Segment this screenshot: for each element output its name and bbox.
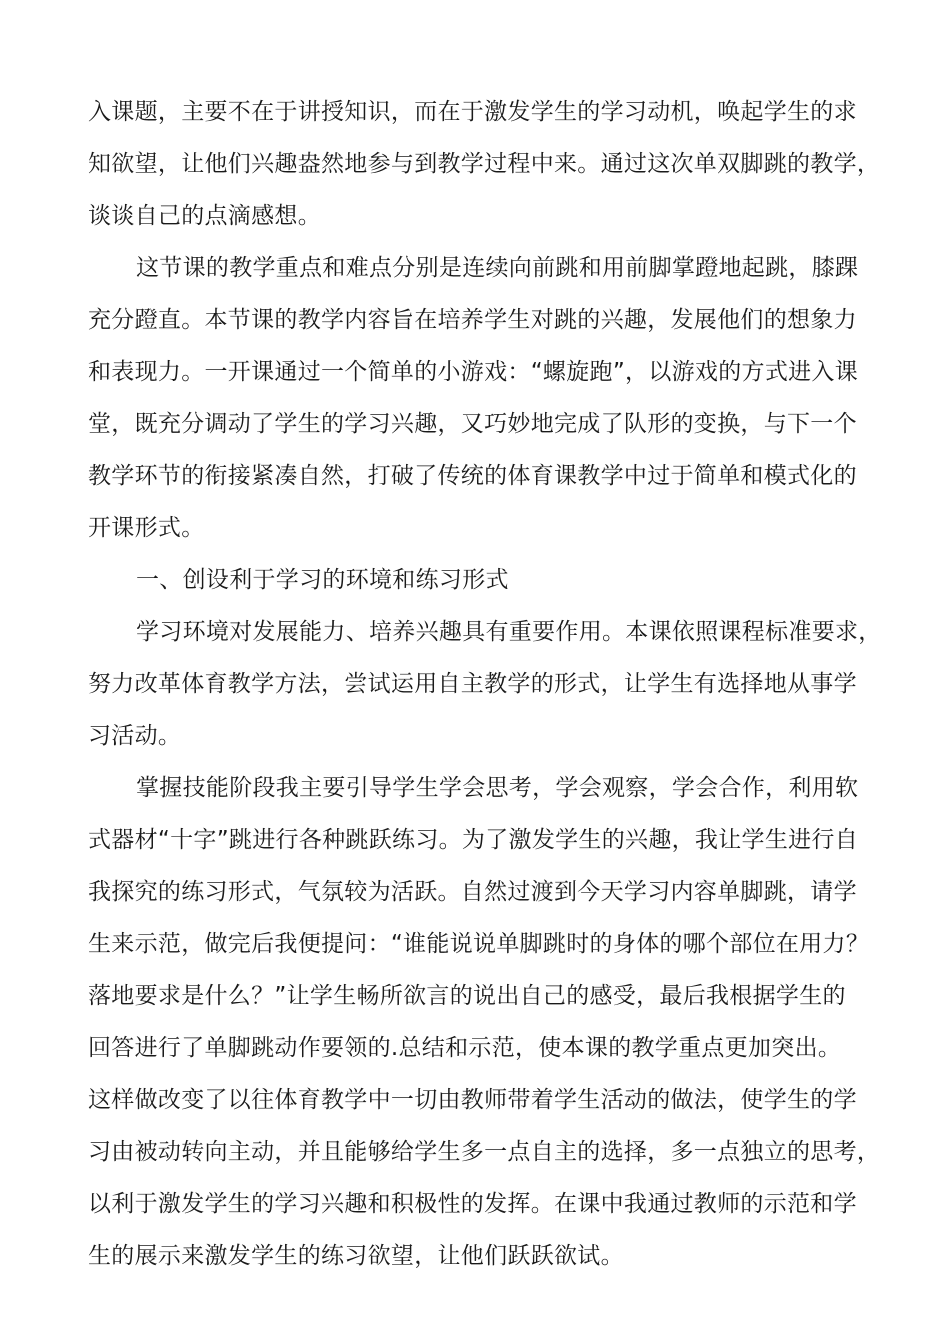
text-line: 我探究的练习形式，气氛较为活跃。自然过渡到今天学习内容单脚跳，请学 — [88, 879, 857, 905]
text-line: 习由被动转向主动，并且能够给学生多一点自主的选择，多一点独立的思考， — [88, 1139, 881, 1165]
text-line: 充分蹬直。本节课的教学内容旨在培养学生对跳的兴趣，发展他们的想象力 — [88, 307, 857, 333]
text-line: 知欲望，让他们兴趣盎然地参与到教学过程中来。通过这次单双脚跳的教学， — [88, 151, 881, 177]
text-line: 生的展示来激发学生的练习欲望，让他们跃跃欲试。 — [88, 1243, 624, 1269]
text-line: 和表现力。一开课通过一个简单的小游戏：“螺旋跑”，以游戏的方式进入课 — [88, 359, 859, 385]
text-line: 以利于激发学生的学习兴趣和积极性的发挥。在课中我通过教师的示范和学 — [88, 1191, 857, 1217]
text-line: 谈谈自己的点滴感想。 — [88, 203, 321, 229]
text-line: 努力改革体育教学方法，尝试运用自主教学的形式，让学生有选择地从事学 — [88, 671, 857, 697]
text-line: 生来示范，做完后我便提问：“谁能说说单脚跳时的身体的哪个部位在用力？ — [88, 931, 870, 957]
text-line: 习活动。 — [88, 723, 182, 749]
text-line: 回答进行了单脚跳动作要领的.总结和示范，使本课的教学重点更加突出。 — [88, 1035, 842, 1061]
text-line: 式器材“十字”跳进行各种跳跃练习。为了激发学生的兴趣，我让学生进行自 — [88, 827, 859, 853]
text-line: 这样做改变了以往体育教学中一切由教师带着学生活动的做法，使学生的学 — [88, 1087, 857, 1113]
section-heading: 一、创设利于学习的环境和练习形式 — [136, 567, 509, 593]
paragraph-first-line: 学习环境对发展能力、培养兴趣具有重要作用。本课依照课程标准要求， — [136, 619, 882, 645]
text-line: 开课形式。 — [88, 515, 205, 541]
paragraph-first-line: 掌握技能阶段我主要引导学生学会思考，学会观察，学会合作，利用软 — [136, 775, 859, 801]
text-line: 堂，既充分调动了学生的学习兴趣，又巧妙地完成了队形的变换，与下一个 — [88, 411, 857, 437]
text-line: 教学环节的衔接紧凑自然，打破了传统的体育课教学中过于简单和模式化的 — [88, 463, 857, 489]
paragraph-first-line: 这节课的教学重点和难点分别是连续向前跳和用前脚掌蹬地起跳，膝踝 — [136, 255, 859, 281]
text-line: 落地要求是什么？”让学生畅所欲言的说出自己的感受，最后我根据学生的 — [88, 983, 846, 1009]
text-line: 入课题，主要不在于讲授知识，而在于激发学生的学习动机，唤起学生的求 — [88, 99, 857, 125]
